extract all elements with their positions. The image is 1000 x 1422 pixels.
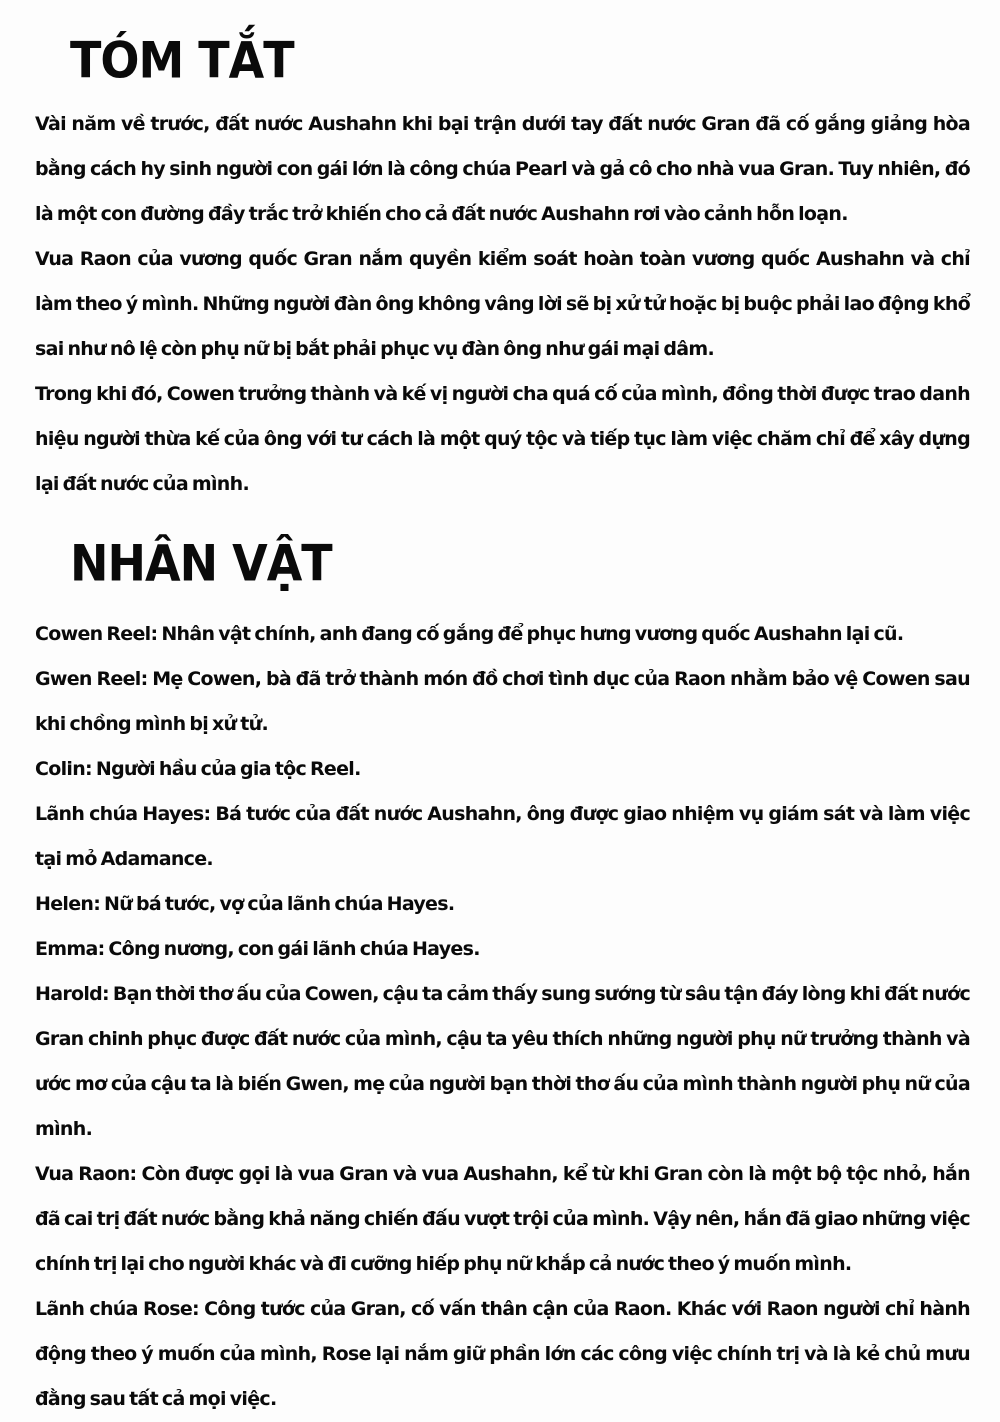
summary-paragraph-3: Trong khi đó, Cowen trưởng thành và kế vị người cha quá cố của mình, đồng thời được trao danh hiệu người thừa kế của ông với tư cách là một quý tộc và tiếp tục làm việc chăm chỉ để xây dựng lại đất nước của mình. — [35, 372, 970, 507]
summary-paragraph-2: Vua Raon của vương quốc Gran nắm quyền kiểm soát hoàn toàn vương quốc Aushahn và chỉ làm theo ý mình. Những người đàn ông không vâng lời sẽ bị xử tử hoặc bị buộc phải lao động khổ sai như nô lệ còn phụ nữ bị bắt phải phục vụ đàn ông như gái mại dâm. — [35, 237, 970, 372]
character-name: Gwen Reel: — [35, 668, 147, 690]
summary-paragraph-1: Vài năm về trước, đất nước Aushahn khi bại trận dưới tay đất nước Gran đã cố gắng giảng hòa bằng cách hy sinh người con gái lớn là công chúa Pearl và gả cô cho nhà vua Gran. Tuy nhiên, đó là một con đường đầy trắc trở khiến cho cả đất nước Aushahn rơi vào cảnh hỗn loạn. — [35, 102, 970, 237]
character-description: Bá tước của đất nước Aushahn, ông được giao nhiệm vụ giám sát và làm việc tại mỏ Adamance. — [35, 803, 970, 870]
character-entry-cowen-reel — [35, 612, 970, 657]
summary-section — [35, 30, 970, 507]
character-description: Công nương, con gái lãnh chúa Hayes. — [108, 938, 479, 960]
character-name: Cowen Reel: — [35, 623, 157, 645]
characters-heading: NHÂN VẬT — [70, 533, 970, 595]
character-description: Nữ bá tước, vợ của lãnh chúa Hayes. — [104, 893, 454, 915]
character-name: Harold: — [35, 983, 109, 1005]
character-name: Lãnh chúa Rose: — [35, 1298, 199, 1320]
character-description: Còn được gọi là vua Gran và vua Aushahn, kể từ khi Gran còn là một bộ tộc nhỏ, hắn đã cai trị đất nước bằng khả năng chiến đấu vượt trội của mình. Vậy nên, hắn đã giao những việc chính trị lại cho người khác và đi cưỡng hiếp phụ nữ khắp cả nước theo ý muốn mình. — [35, 1163, 970, 1275]
character-name: Vua Raon: — [35, 1163, 136, 1185]
character-name: Colin: — [35, 758, 92, 780]
character-entry-lanh-chua-hayes — [35, 792, 970, 882]
character-entry-gwen-reel — [35, 657, 970, 747]
character-description: Công tước của Gran, cố vấn thân cận của Raon. Khác với Raon người chỉ hành động theo ý muốn của mình, Rose lại nắm giữ phần lớn các công việc chính trị và là kẻ chủ mưu đằng sau tất cả mọi việc. — [35, 1298, 970, 1410]
characters-section — [35, 533, 970, 1422]
character-description: Mẹ Cowen, bà đã trở thành món đồ chơi tình dục của Raon nhằm bảo vệ Cowen sau khi chồng mình bị xử tử. — [35, 668, 970, 735]
character-entry-emma — [35, 927, 970, 972]
character-description: Bạn thời thơ ấu của Cowen, cậu ta cảm thấy sung sướng từ sâu tận đáy lòng khi đất nước Gran chinh phục được đất nước của mình, cậu ta yêu thích những người phụ nữ trưởng thành và ước mơ của cậu ta là biến Gwen, mẹ của người bạn thời thơ ấu của mình thành người phụ nữ của mình. — [35, 983, 970, 1140]
character-name: Helen: — [35, 893, 100, 915]
character-entry-colin — [35, 747, 970, 792]
character-description: Người hầu của gia tộc Reel. — [96, 758, 361, 780]
summary-heading: TÓM TẮT — [70, 30, 970, 92]
character-name: Lãnh chúa Hayes: — [35, 803, 210, 825]
character-entry-harold — [35, 972, 970, 1152]
character-entry-helen — [35, 882, 970, 927]
character-name: Emma: — [35, 938, 105, 960]
character-entry-vua-raon — [35, 1152, 970, 1287]
character-description: Nhân vật chính, anh đang cố gắng để phục hưng vương quốc Aushahn lại cũ. — [161, 623, 903, 645]
character-entry-lanh-chua-rose — [35, 1287, 970, 1422]
